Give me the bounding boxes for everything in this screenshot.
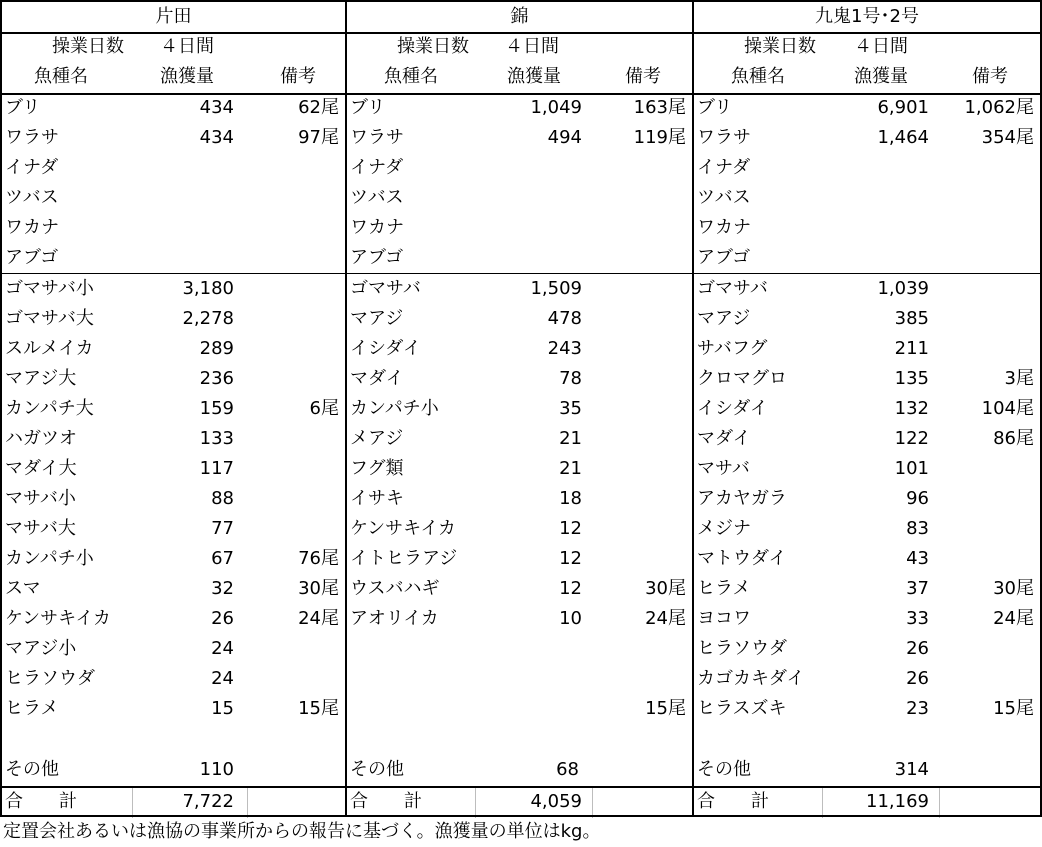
fish-name: フグ類 — [350, 458, 404, 479]
fish-name: ゴマサバ — [350, 278, 421, 299]
catch-amount: 26 — [906, 638, 929, 659]
note-count: 62尾 — [298, 97, 339, 118]
group-divider — [2, 273, 345, 274]
total-cell-divider — [592, 788, 593, 818]
catch-amount: 494 — [547, 127, 582, 148]
catch-amount: 1,039 — [877, 278, 929, 299]
fish-name: アカヤガラ — [697, 488, 787, 509]
fish-name: ウスバハギ — [350, 578, 440, 599]
catch-amount: 37 — [906, 578, 929, 599]
other-amount: 314 — [894, 759, 929, 780]
fish-name: ワカナ — [697, 217, 751, 238]
fish-name: イナダ — [350, 157, 404, 178]
fish-name: ヒラメ — [5, 698, 59, 719]
note-count: 86尾 — [993, 428, 1034, 449]
fish-name: ケンサキイカ — [5, 608, 111, 629]
catch-amount — [694, 183, 929, 213]
fish-name: ゴマサバ大 — [5, 308, 94, 329]
note-count: 104尾 — [981, 398, 1034, 419]
fish-name: ゴマサバ小 — [5, 278, 94, 299]
table-bottom-border — [0, 815, 1042, 817]
fish-name: スルメイカ — [5, 338, 94, 359]
days-label: 操業日数 — [52, 36, 124, 57]
other-name: その他 — [5, 759, 59, 780]
catch-amount: 26 — [211, 608, 234, 629]
fish-name: イナダ — [697, 157, 751, 178]
fish-name: ヒラソウダ — [5, 668, 95, 689]
fish-name: カゴカキダイ — [697, 668, 805, 689]
header-note: 備考 — [625, 66, 661, 87]
note-count: 15尾 — [298, 698, 339, 719]
total-label: 合 計 — [697, 791, 769, 812]
section-title: 九鬼1号･2号 — [694, 2, 1040, 34]
note-count: 6尾 — [309, 398, 339, 419]
fish-name: ワラサ — [697, 127, 751, 148]
section-nishiki — [347, 0, 694, 817]
catch-amount: 289 — [199, 338, 234, 359]
catch-amount: 2,278 — [182, 308, 234, 329]
note-count: 3尾 — [1004, 368, 1034, 389]
fish-name: カンパチ小 — [5, 548, 94, 569]
header-fish-name: 魚種名 — [384, 66, 438, 87]
catch-amount — [2, 243, 234, 273]
header-amount: 漁獲量 — [160, 66, 214, 87]
catch-amount: 3,180 — [182, 278, 234, 299]
note-count: 24尾 — [645, 608, 686, 629]
catch-amount — [2, 183, 234, 213]
fish-name: マアジ小 — [5, 638, 77, 659]
catch-amount — [2, 213, 234, 243]
note-count: 24尾 — [298, 608, 339, 629]
catch-amount: 135 — [894, 368, 929, 389]
catch-amount — [347, 634, 582, 664]
fish-name: メジナ — [697, 518, 751, 539]
fish-name: マアジ — [697, 308, 751, 329]
catch-amount: 96 — [906, 488, 929, 509]
fish-name: マアジ — [350, 308, 404, 329]
total-amount: 7,722 — [182, 791, 234, 812]
days-label: 操業日数 — [397, 36, 469, 57]
catch-amount: 21 — [559, 458, 582, 479]
catch-amount: 211 — [894, 338, 929, 359]
catch-amount: 434 — [199, 97, 234, 118]
fish-name: ツバス — [5, 187, 59, 208]
catch-amount — [694, 243, 929, 273]
fish-name: マダイ大 — [5, 458, 77, 479]
days-value: ４日間 — [505, 36, 559, 57]
note-count: 354尾 — [981, 127, 1034, 148]
fish-name: イシダイ — [350, 338, 421, 359]
catch-amount: 159 — [199, 398, 234, 419]
catch-amount — [694, 724, 929, 754]
note-count: 30尾 — [298, 578, 339, 599]
catch-amount: 83 — [906, 518, 929, 539]
catch-amount: 32 — [211, 578, 234, 599]
catch-amount: 122 — [894, 428, 929, 449]
fish-name: マサバ大 — [5, 518, 76, 539]
fish-name: ゴマサバ — [697, 278, 768, 299]
fish-name: ワラサ — [5, 127, 59, 148]
fish-name: ブリ — [697, 97, 733, 118]
catch-amount: 1,509 — [530, 278, 582, 299]
section-katada — [0, 0, 347, 817]
catch-amount — [2, 724, 234, 754]
other-name: その他 — [697, 759, 751, 780]
catch-amount: 478 — [547, 308, 582, 329]
catch-amount: 434 — [199, 127, 234, 148]
catch-amount — [694, 213, 929, 243]
fish-name: ブリ — [350, 97, 386, 118]
catch-amount: 24 — [211, 668, 234, 689]
note-count: 119尾 — [633, 127, 686, 148]
catch-amount: 15 — [211, 698, 234, 719]
other-amount: 68 — [556, 759, 579, 780]
catch-amount: 33 — [906, 608, 929, 629]
catch-amount — [347, 213, 582, 243]
fish-name: ブリ — [5, 97, 41, 118]
catch-amount: 12 — [559, 548, 582, 569]
note-count: 76尾 — [298, 548, 339, 569]
fish-name: カンパチ小 — [350, 398, 439, 419]
fish-name: カンパチ大 — [5, 398, 94, 419]
catch-amount: 23 — [906, 698, 929, 719]
catch-amount: 35 — [559, 398, 582, 419]
catch-amount — [347, 694, 582, 724]
catch-amount: 133 — [199, 428, 234, 449]
header-note: 備考 — [280, 66, 316, 87]
catch-amount: 101 — [894, 458, 929, 479]
fish-name: マサバ — [697, 458, 750, 479]
catch-amount — [347, 183, 582, 213]
fish-name: ワラサ — [350, 127, 404, 148]
fish-name: イサキ — [350, 488, 404, 509]
total-amount: 4,059 — [530, 791, 582, 812]
catch-amount — [347, 664, 582, 694]
catch-amount: 67 — [211, 548, 234, 569]
section-title: 錦 — [347, 2, 692, 34]
catch-amount: 88 — [211, 488, 234, 509]
catch-amount: 236 — [199, 368, 234, 389]
catch-amount: 12 — [559, 518, 582, 539]
fish-name: アブゴ — [350, 247, 404, 268]
catch-amount: 6,901 — [877, 97, 929, 118]
catch-amount: 26 — [906, 668, 929, 689]
note-count: 1,062尾 — [964, 97, 1034, 118]
fish-name: スマ — [5, 578, 41, 599]
note-count: 15尾 — [993, 698, 1034, 719]
fish-name: マダイ — [350, 368, 404, 389]
catch-amount: 24 — [211, 638, 234, 659]
days-label: 操業日数 — [744, 36, 816, 57]
fish-name: ヨコワ — [697, 608, 751, 629]
note-count: 97尾 — [298, 127, 339, 148]
catch-amount: 117 — [199, 458, 234, 479]
total-cell-divider — [939, 788, 940, 818]
total-label: 合 計 — [350, 791, 422, 812]
catch-amount: 78 — [559, 368, 582, 389]
catch-amount: 21 — [559, 428, 582, 449]
note-count: 24尾 — [993, 608, 1034, 629]
other-amount: 110 — [199, 759, 234, 780]
fish-name: イナダ — [5, 157, 59, 178]
header-amount: 漁獲量 — [854, 66, 908, 87]
other-name: その他 — [350, 759, 404, 780]
catch-amount — [347, 153, 582, 183]
fish-name: ワカナ — [350, 217, 404, 238]
fish-name: ヒラスズキ — [697, 698, 787, 719]
total-label: 合 計 — [5, 791, 77, 812]
catch-amount: 1,464 — [877, 127, 929, 148]
note-count: 15尾 — [645, 698, 686, 719]
header-fish-name: 魚種名 — [34, 66, 88, 87]
total-cell-divider — [247, 788, 248, 818]
fish-name: マアジ大 — [5, 368, 77, 389]
fish-name: ケンサキイカ — [350, 518, 456, 539]
fish-name: マトウダイ — [697, 548, 787, 569]
footer-note: 定置会社あるいは漁協の事業所からの報告に基づく。漁獲量の単位はkg。 — [3, 821, 601, 842]
days-value: ４日間 — [854, 36, 908, 57]
catch-amount: 385 — [894, 308, 929, 329]
fish-name: サバフグ — [697, 338, 768, 359]
fish-name: アオリイカ — [350, 608, 439, 629]
group-divider — [694, 273, 1040, 274]
catch-amount: 77 — [211, 518, 234, 539]
fish-name: アブゴ — [5, 247, 59, 268]
note-count: 30尾 — [993, 578, 1034, 599]
fish-name: ハガツオ — [5, 428, 77, 449]
fish-name: マダイ — [697, 428, 751, 449]
header-note: 備考 — [972, 66, 1008, 87]
catch-amount: 132 — [894, 398, 929, 419]
header-fish-name: 魚種名 — [731, 66, 785, 87]
section-kuki — [694, 0, 1042, 817]
fish-name: ヒラメ — [697, 578, 751, 599]
fish-name: マサバ小 — [5, 488, 76, 509]
catch-amount — [347, 724, 582, 754]
fish-name: ワカナ — [5, 217, 59, 238]
fish-name: イトヒラアジ — [350, 548, 458, 569]
fish-name: ヒラソウダ — [697, 638, 787, 659]
catch-amount — [2, 153, 234, 183]
catch-amount: 18 — [559, 488, 582, 509]
fish-name: ツバス — [350, 187, 404, 208]
catch-amount — [694, 153, 929, 183]
total-amount: 11,169 — [866, 791, 929, 812]
fish-name: メアジ — [350, 428, 404, 449]
catch-amount: 10 — [559, 608, 582, 629]
catch-amount: 243 — [547, 338, 582, 359]
fish-name: アブゴ — [697, 247, 751, 268]
section-title: 片田 — [2, 2, 345, 34]
catch-amount: 12 — [559, 578, 582, 599]
fish-name: ツバス — [697, 187, 751, 208]
note-count: 163尾 — [633, 97, 686, 118]
fish-name: イシダイ — [697, 398, 768, 419]
days-value: ４日間 — [160, 36, 214, 57]
catch-amount — [347, 243, 582, 273]
fish-name: クロマグロ — [697, 368, 787, 389]
catch-amount: 43 — [906, 548, 929, 569]
note-count: 30尾 — [645, 578, 686, 599]
group-divider — [347, 273, 692, 274]
header-amount: 漁獲量 — [507, 66, 561, 87]
catch-amount: 1,049 — [530, 97, 582, 118]
